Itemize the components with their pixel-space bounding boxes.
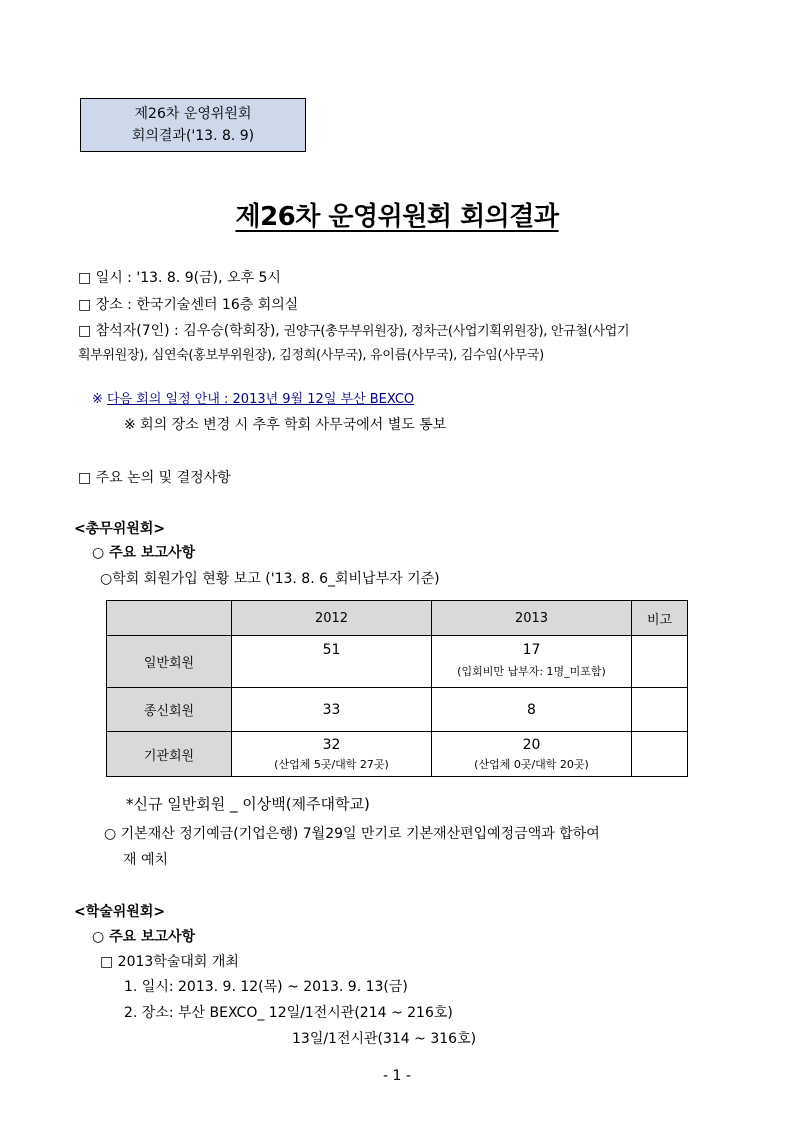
page-number: - 1 -	[383, 1068, 411, 1084]
cell-2013: 8	[432, 688, 632, 732]
row-label: 일반회원	[107, 636, 232, 688]
cell-2012: 33	[232, 688, 432, 732]
section1-item-membership: ○학회 회원가입 현황 보고 ('13. 8. 6_회비납부자 기준)	[100, 571, 440, 587]
table-header-2013: 2013	[432, 601, 632, 636]
table-header-row	[107, 601, 688, 636]
notice-mark: ※	[92, 392, 108, 407]
section2-sub-heading: ○ 주요 보고사항	[92, 929, 196, 945]
cell-2013: 17 (입회비만 납부자: 1명_미포함)	[432, 636, 632, 688]
conference-place-day2: 13일/1전시관(314 ~ 316호)	[292, 1031, 477, 1047]
table-row	[107, 636, 688, 688]
table-header-2012: 2012	[232, 601, 432, 636]
section1-sub-heading: ○ 주요 보고사항	[92, 545, 196, 561]
main-heading: □ 주요 논의 및 결정사항	[78, 470, 231, 486]
table-header-note: 비고	[632, 601, 688, 636]
conference-place-day1: 2. 장소: 부산 BEXCO_ 12일/1전시관(214 ~ 216호)	[124, 1005, 453, 1021]
new-member-note: *신규 일반회원 _ 이상백(제주대학교)	[126, 795, 370, 813]
info-place: □ 장소 : 한국기술센터 16층 회의실	[78, 297, 299, 313]
label-line-1: 제26차 운영위원회	[134, 106, 252, 122]
info-datetime: □ 일시 : '13. 8. 9(금), 오후 5시	[78, 270, 281, 286]
section-heading-general-affairs: <총무위원회>	[74, 521, 166, 537]
cell-2012: 32 (산업체 5곳/대학 27곳)	[232, 732, 432, 777]
row-label: 종신회원	[107, 688, 232, 732]
next-meeting-link[interactable]: 다음 회의 일정 안내 : 2013년 9월 12일 부산 BEXCO	[107, 392, 415, 407]
attendees-label: □ 참석자(7인) : 김우승(학회장),	[78, 323, 280, 339]
label-line-2: 회의결과('13. 8. 9)	[131, 128, 255, 144]
notice-sub: ※ 회의 장소 변경 시 추후 학회 사무국에서 별도 통보	[124, 417, 447, 433]
table-header-empty	[107, 601, 232, 636]
section-heading-academic: <학술위원회>	[74, 904, 166, 920]
conference-date: 1. 일시: 2013. 9. 12(목) ~ 2013. 9. 13(금)	[124, 979, 408, 995]
cell-2013: 20 (산업체 0곳/대학 20곳)	[432, 732, 632, 777]
page-title: 제26차 운영위원회 회의결과	[235, 202, 559, 232]
info-attendees	[78, 321, 629, 342]
attendees-rest: 권양구(총무부위원장), 정차근(사업기획위원장), 안규철(사업기	[279, 324, 630, 339]
cell-note	[632, 732, 688, 777]
info-attendees-line2: 획부위원장), 심연숙(홍보부위원장), 김정희(사무국), 유이름(사무국), 김수임(사무국)	[78, 348, 544, 363]
membership-table	[106, 600, 688, 777]
cell-note	[632, 636, 688, 688]
row-label: 기관회원	[107, 732, 232, 777]
section2-item-conference: □ 2013학술대회 개최	[100, 954, 239, 970]
cell-note	[632, 688, 688, 732]
section1-item-deposit: ○ 기본재산 정기예금(기업은행) 7월29일 만기로 기본재산편입예정금액과 합하여	[104, 826, 600, 842]
table-row	[107, 688, 688, 732]
document-label-box	[80, 98, 306, 152]
section1-item-deposit-line2: 재 예치	[123, 852, 169, 868]
cell-2012: 51	[232, 636, 432, 688]
table-row	[107, 732, 688, 777]
notice-next-meeting	[92, 390, 414, 410]
